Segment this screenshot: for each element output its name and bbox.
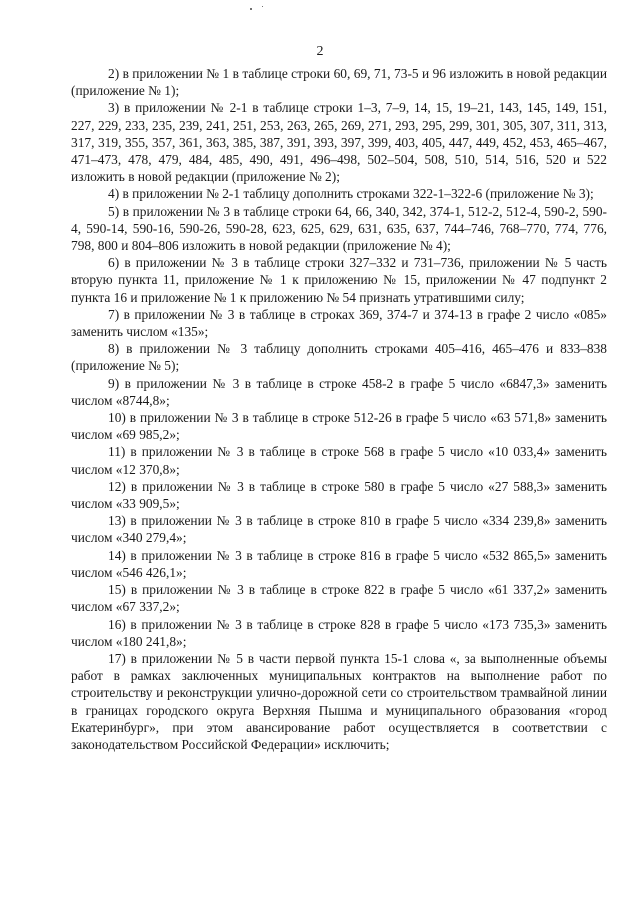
paragraph-item-9: 9) в приложении № 3 в таблице в строке 458-2 в графе 5 число «6847,3» заменить числом «8744,8»; [71, 375, 607, 408]
paragraph-item-4: 4) в приложении № 2-1 таблицу дополнить строками 322-1–322-6 (приложение № 3); [108, 186, 594, 202]
scan-speck [250, 8, 252, 10]
paragraph-item-15: 15) в приложении № 3 в таблице в строке 822 в графе 5 число «61 337,2» заменить числом «67 337,2»; [71, 582, 607, 615]
paragraph-item-13: 13) в приложении № 3 в таблице в строке 810 в графе 5 число «334 239,8» заменить числом «340 279,4»; [71, 513, 607, 546]
paragraph-item-17: 17) в приложении № 5 в части первой пункта 15-1 слова «, за выполненные объемы работ в рамках заключенных муниципальных контрактов на выполнение работ по строительству и реконструкции улично-дорожной сети со строительством трамвайной линии в границах городского округа Верхняя Пышма и муниципального образования «город Екатеринбург», при этом авансирование работ осуществляется в соответствии с законодательством Российской Федерации» исключить; [71, 650, 607, 752]
paragraph-item-12: 12) в приложении № 3 в таблице в строке 580 в графе 5 число «27 588,3» заменить числом «33 909,5»; [71, 478, 607, 512]
paragraph-item-5: 5) в приложении № 3 в таблице строки 64, 66, 340, 342, 374-1, 512-2, 512-4, 590-2, 590-4, 590-14, 590-16, 590-26, 590-28, 623, 625, 629, 631, 635, 637, 744–746, 768–770, 774, 776, 798, 800 и 804–806 изложить в новой редакции (приложение № 4); [71, 203, 607, 254]
paragraph-item-14: 14) в приложении № 3 в таблице в строке 816 в графе 5 число «532 865,5» заменить числом «546 426,1»; [71, 547, 607, 580]
paragraph-item-6: 6) в приложении № 3 в таблице строки 327–332 и 731–736, приложении № 5 часть вторую пункта 11, приложение № 1 к приложению № 15, приложении № 47 подпункт 2 пункта 16 и приложение № 1 к приложению № 54 признать утратившими силу; [71, 255, 607, 305]
paragraph-item-8: 8) в приложении № 3 таблицу дополнить строками 405–416, 465–476 и 833–838 (приложение № 5); [71, 341, 607, 374]
paragraph-item-2: 2) в приложении № 1 в таблице строки 60, 69, 71, 73-5 и 96 изложить в новой редакции (приложение № 1); [71, 66, 607, 99]
paragraph-item-11: 11) в приложении № 3 в таблице в строке 568 в графе 5 число «10 033,4» заменить числом «12 370,8»; [71, 444, 607, 477]
paragraph-item-10: 10) в приложении № 3 в таблице в строке 512-26 в графе 5 число «63 571,8» заменить числом «69 985,2»; [71, 410, 607, 443]
scan-speck [262, 6, 263, 7]
paragraph-item-3: 3) в приложении № 2-1 в таблице строки 1–3, 7–9, 14, 15, 19–21, 143, 145, 149, 151, 227, 229, 233, 235, 239, 241, 251, 253, 263, 265, 269, 271, 293, 295, 299, 301, 305, 307, 311, 313, 317, 319, 355, 357, 361, 363, 385, 387, 391, 393, 397, 399, 403, 405, 447, 449, 452, 453, 465–467, 471–473, 478, 479, 484, 485, 490, 491, 496–498, 502–504, 508, 510, 514, 516, 520 и 522 изложить в новой редакции (приложение № 2); [71, 100, 607, 185]
paragraph-item-7: 7) в приложении № 3 в таблице в строках 369, 374-7 и 374-13 в графе 2 число «085» заменить числом «135»; [71, 306, 607, 340]
paragraph-item-16: 16) в приложении № 3 в таблице в строке 828 в графе 5 число «173 735,3» заменить числом «180 241,8»; [71, 616, 607, 649]
page-number: 2 [316, 44, 324, 59]
document-body [71, 65, 607, 753]
